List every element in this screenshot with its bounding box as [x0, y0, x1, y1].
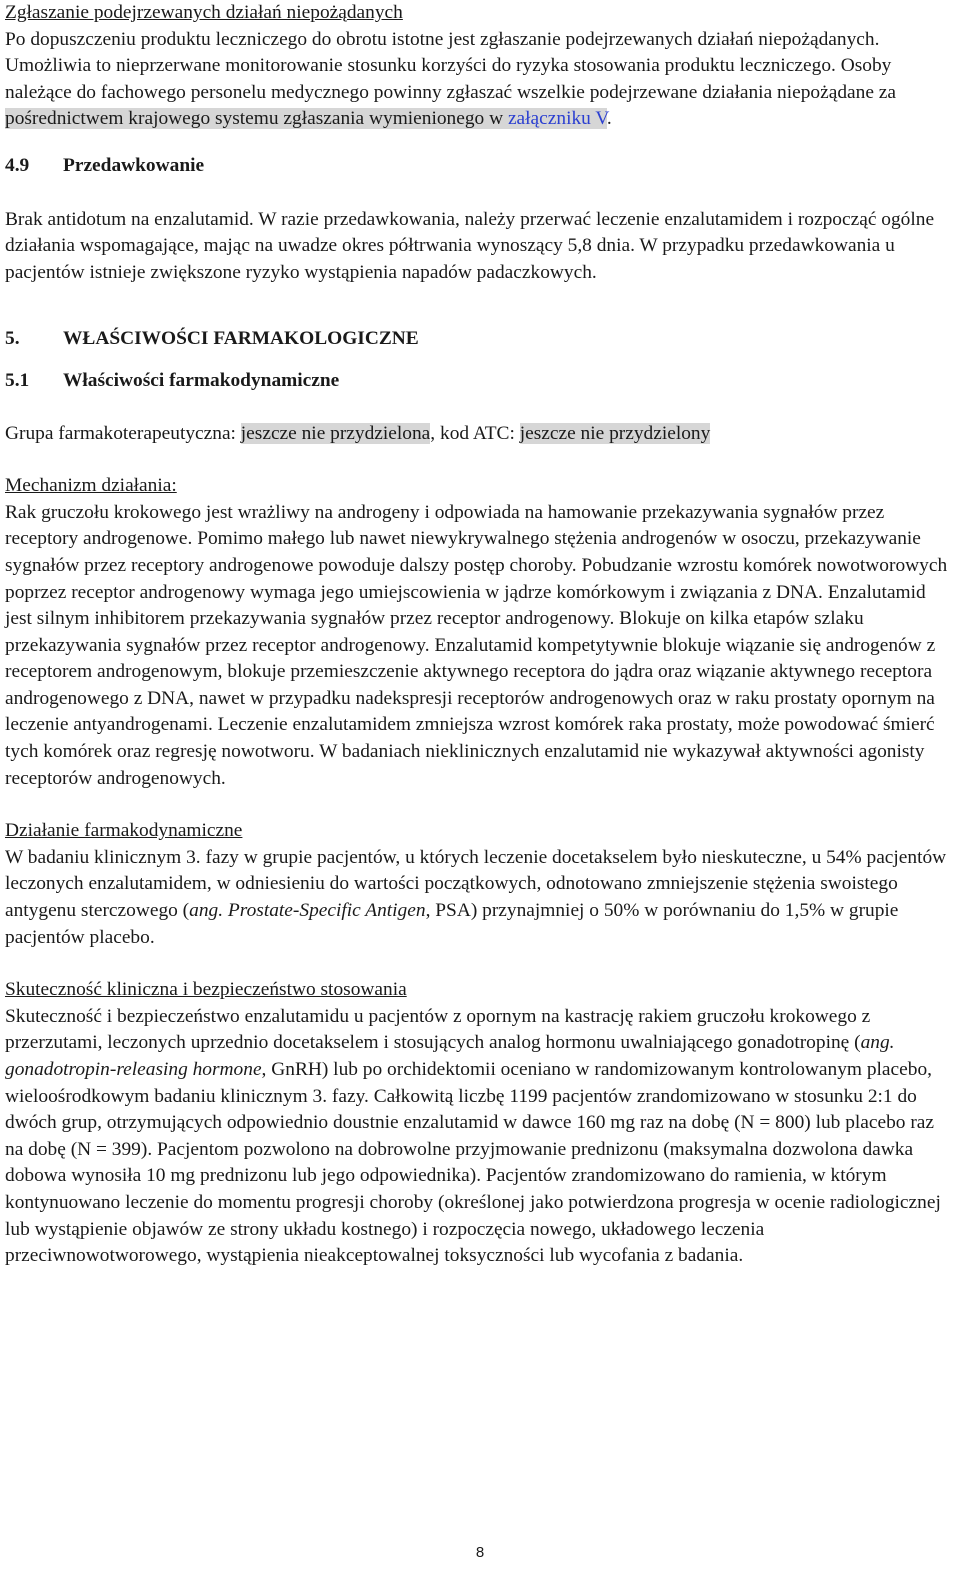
section-title: Właściwości farmakodynamiczne: [63, 369, 340, 391]
section-5-heading: [5, 326, 955, 353]
pd-text-2: , PSA) przynajmniej o 50% w porównaniu do 1,5% w grupie pacjentów placebo.: [5, 900, 899, 948]
group-label: Grupa farmakoterapeutyczna:: [5, 422, 241, 444]
section-5-1-heading: [5, 368, 955, 395]
overdose-body: Brak antidotum na enzalutamid. W razie przedawkowania, należy przerwać leczenie enzalutamidem i rozpocząć ogólne działania wspomagające, mając na uwadze okres półtrwania wynoszący 5,8 dnia. W przypadku przedawkowania u pacjentów istnieje zwiększone ryzyko wystąpienia napadów padaczkowych.: [5, 208, 935, 283]
section-number: 4.9: [5, 154, 30, 176]
pharmacodynamic-effects-section: [5, 818, 955, 951]
efficacy-text-2: , GnRH) lub po orchidektomii oceniano w randomizowanym kontrolowanym placebo, wieloośrodkowym badaniu klinicznym 3. fazy. Całkowitą liczbę 1199 pacjentów zrandomizowano w stosunku 2:1 do dwóch grup, otrzymujących odpowiednio doustnie enzalutamid w dawce 160 mg raz na dobę (N = 800) lub placebo raz na dobę (N = 399). Pacjentom pozwolono na dobrowolne przyjmowanie prednizonu (maksymalna dozwolona dawka dobowa wynosiła 10 mg prednizonu lub jego odpowiednika). Pacjentów zrandomizowano do ramienia, w którym kontynuowano leczenie do momentu progresji choroby (określonej jako potwierdzona progresja w ocenie radiologicznej lub wystąpienie objawów ze strony układu kostnego) i rozpoczęcia nowego, układowego leczenia przeciwnowotworowego, wystąpienia nieakceptowalnej toksyczności lub wycofania z badania.: [5, 1059, 941, 1267]
adverse-reporting-end: .: [606, 108, 612, 130]
mechanism-section: [5, 473, 955, 792]
efficacy-body: [5, 1004, 955, 1270]
efficacy-italic-term: ang. gonadotropin-releasing hormone: [5, 1032, 895, 1080]
group-value: jeszcze nie przydzielona: [240, 422, 431, 444]
section-4-9-heading: [5, 153, 955, 180]
document-page: [5, 0, 955, 1561]
atc-value: jeszcze nie przydzielony: [519, 422, 711, 444]
pd-body: [5, 845, 955, 951]
highlighted-reporting-system: pośrednictwem krajowego systemu zgłaszania wymienionego w: [5, 108, 508, 130]
adverse-reporting-section: [5, 0, 955, 133]
pharmacotherapeutic-group-line: [5, 421, 955, 448]
mechanism-title: Mechanizm działania:: [5, 475, 177, 497]
efficacy-text-1: Skuteczność i bezpieczeństwo enzalutamidu u pacjentów z opornym na kastrację rakiem gruczołu krokowego z przerzutami, leczonych uprzednio docetakselem i stosujących analog hormonu uwalniającego gonadotropinę (: [5, 1005, 871, 1054]
efficacy-safety-section: [5, 977, 955, 1270]
section-number: 5.: [5, 328, 20, 350]
highlighted-text: [5, 108, 607, 129]
mechanism-body: Rak gruczołu krokowego jest wrażliwy na androgeny i odpowiada na hamowanie przekazywania sygnałów przez receptory androgenowe. Pomimo małego lub nawet niewykrywalnego stężenia androgenów w osoczu, przekazywanie sygnałów przez receptory androgenowe powoduje dalszy postęp choroby. Pobudzanie wzrostu komórek nowotworowych poprzez receptor androgenowy wymaga jego umiejscowienia w jądrze komórkowym i związania z DNA. Enzalutamid jest silnym inhibitorem przekazywania sygnałów przez receptor androgenowy. Blokuje on kilka etapów szlaku przekazywania sygnałów przez receptor androgenowy. Enzalutamid kompetytywnie blokuje wiązanie się androgenów z receptorem androgenowym, blokuje przemieszczenie aktywnego receptora do jądra oraz wiązanie aktywnego receptora androgenowego z DNA, nawet w przypadku nadekspresji receptorów androgenowych oraz w raku prostaty opornym na leczenie antyandrogenami. Leczenie enzalutamidem zmniejsza wzrost komórek raka prostaty, może powodować śmierć tych komórek oraz regresję nowotworu. W badaniach nieklinicznych enzalutamid nie wykazywał aktywności agonisty receptorów androgenowych.: [5, 501, 948, 789]
appendix-v-link[interactable]: załączniku V: [507, 108, 607, 130]
adverse-reporting-body: [5, 27, 955, 133]
adverse-reporting-text: Po dopuszczeniu produktu leczniczego do obrotu istotne jest zgłaszanie podejrzewanych działań niepożądanych. Umożliwia to nieprzerwane monitorowanie stosunku korzyści do ryzyka stosowania produktu leczniczego. Osoby należące do fachowego personelu medycznego powinny zgłaszać wszelkie podejrzewane działania niepożądane za: [5, 28, 896, 103]
pd-text-1: W badaniu klinicznym 3. fazy w grupie pacjentów, u których leczenie docetakselem było nieskuteczne, u 54% pacjentów leczonych enzalutamidem, w odniesieniu do wartości początkowych, odnotowano zmniejszenie stężenia swoistego antygenu sterczowego (: [5, 846, 947, 922]
section-title: WŁAŚCIWOŚCI FARMAKOLOGICZNE: [63, 328, 419, 350]
section-title: Przedawkowanie: [63, 154, 205, 176]
page-number: 8: [475, 1544, 485, 1561]
adverse-reporting-title: Zgłaszanie podejrzewanych działań niepożądanych: [5, 2, 403, 23]
efficacy-title: Skuteczność kliniczna i bezpieczeństwo stosowania: [5, 979, 407, 1001]
pd-title: Działanie farmakodynamiczne: [5, 820, 243, 842]
atc-label: , kod ATC:: [430, 422, 520, 444]
section-number: 5.1: [5, 369, 30, 391]
pd-italic-term: ang. Prostate-Specific Antigen: [189, 900, 426, 922]
